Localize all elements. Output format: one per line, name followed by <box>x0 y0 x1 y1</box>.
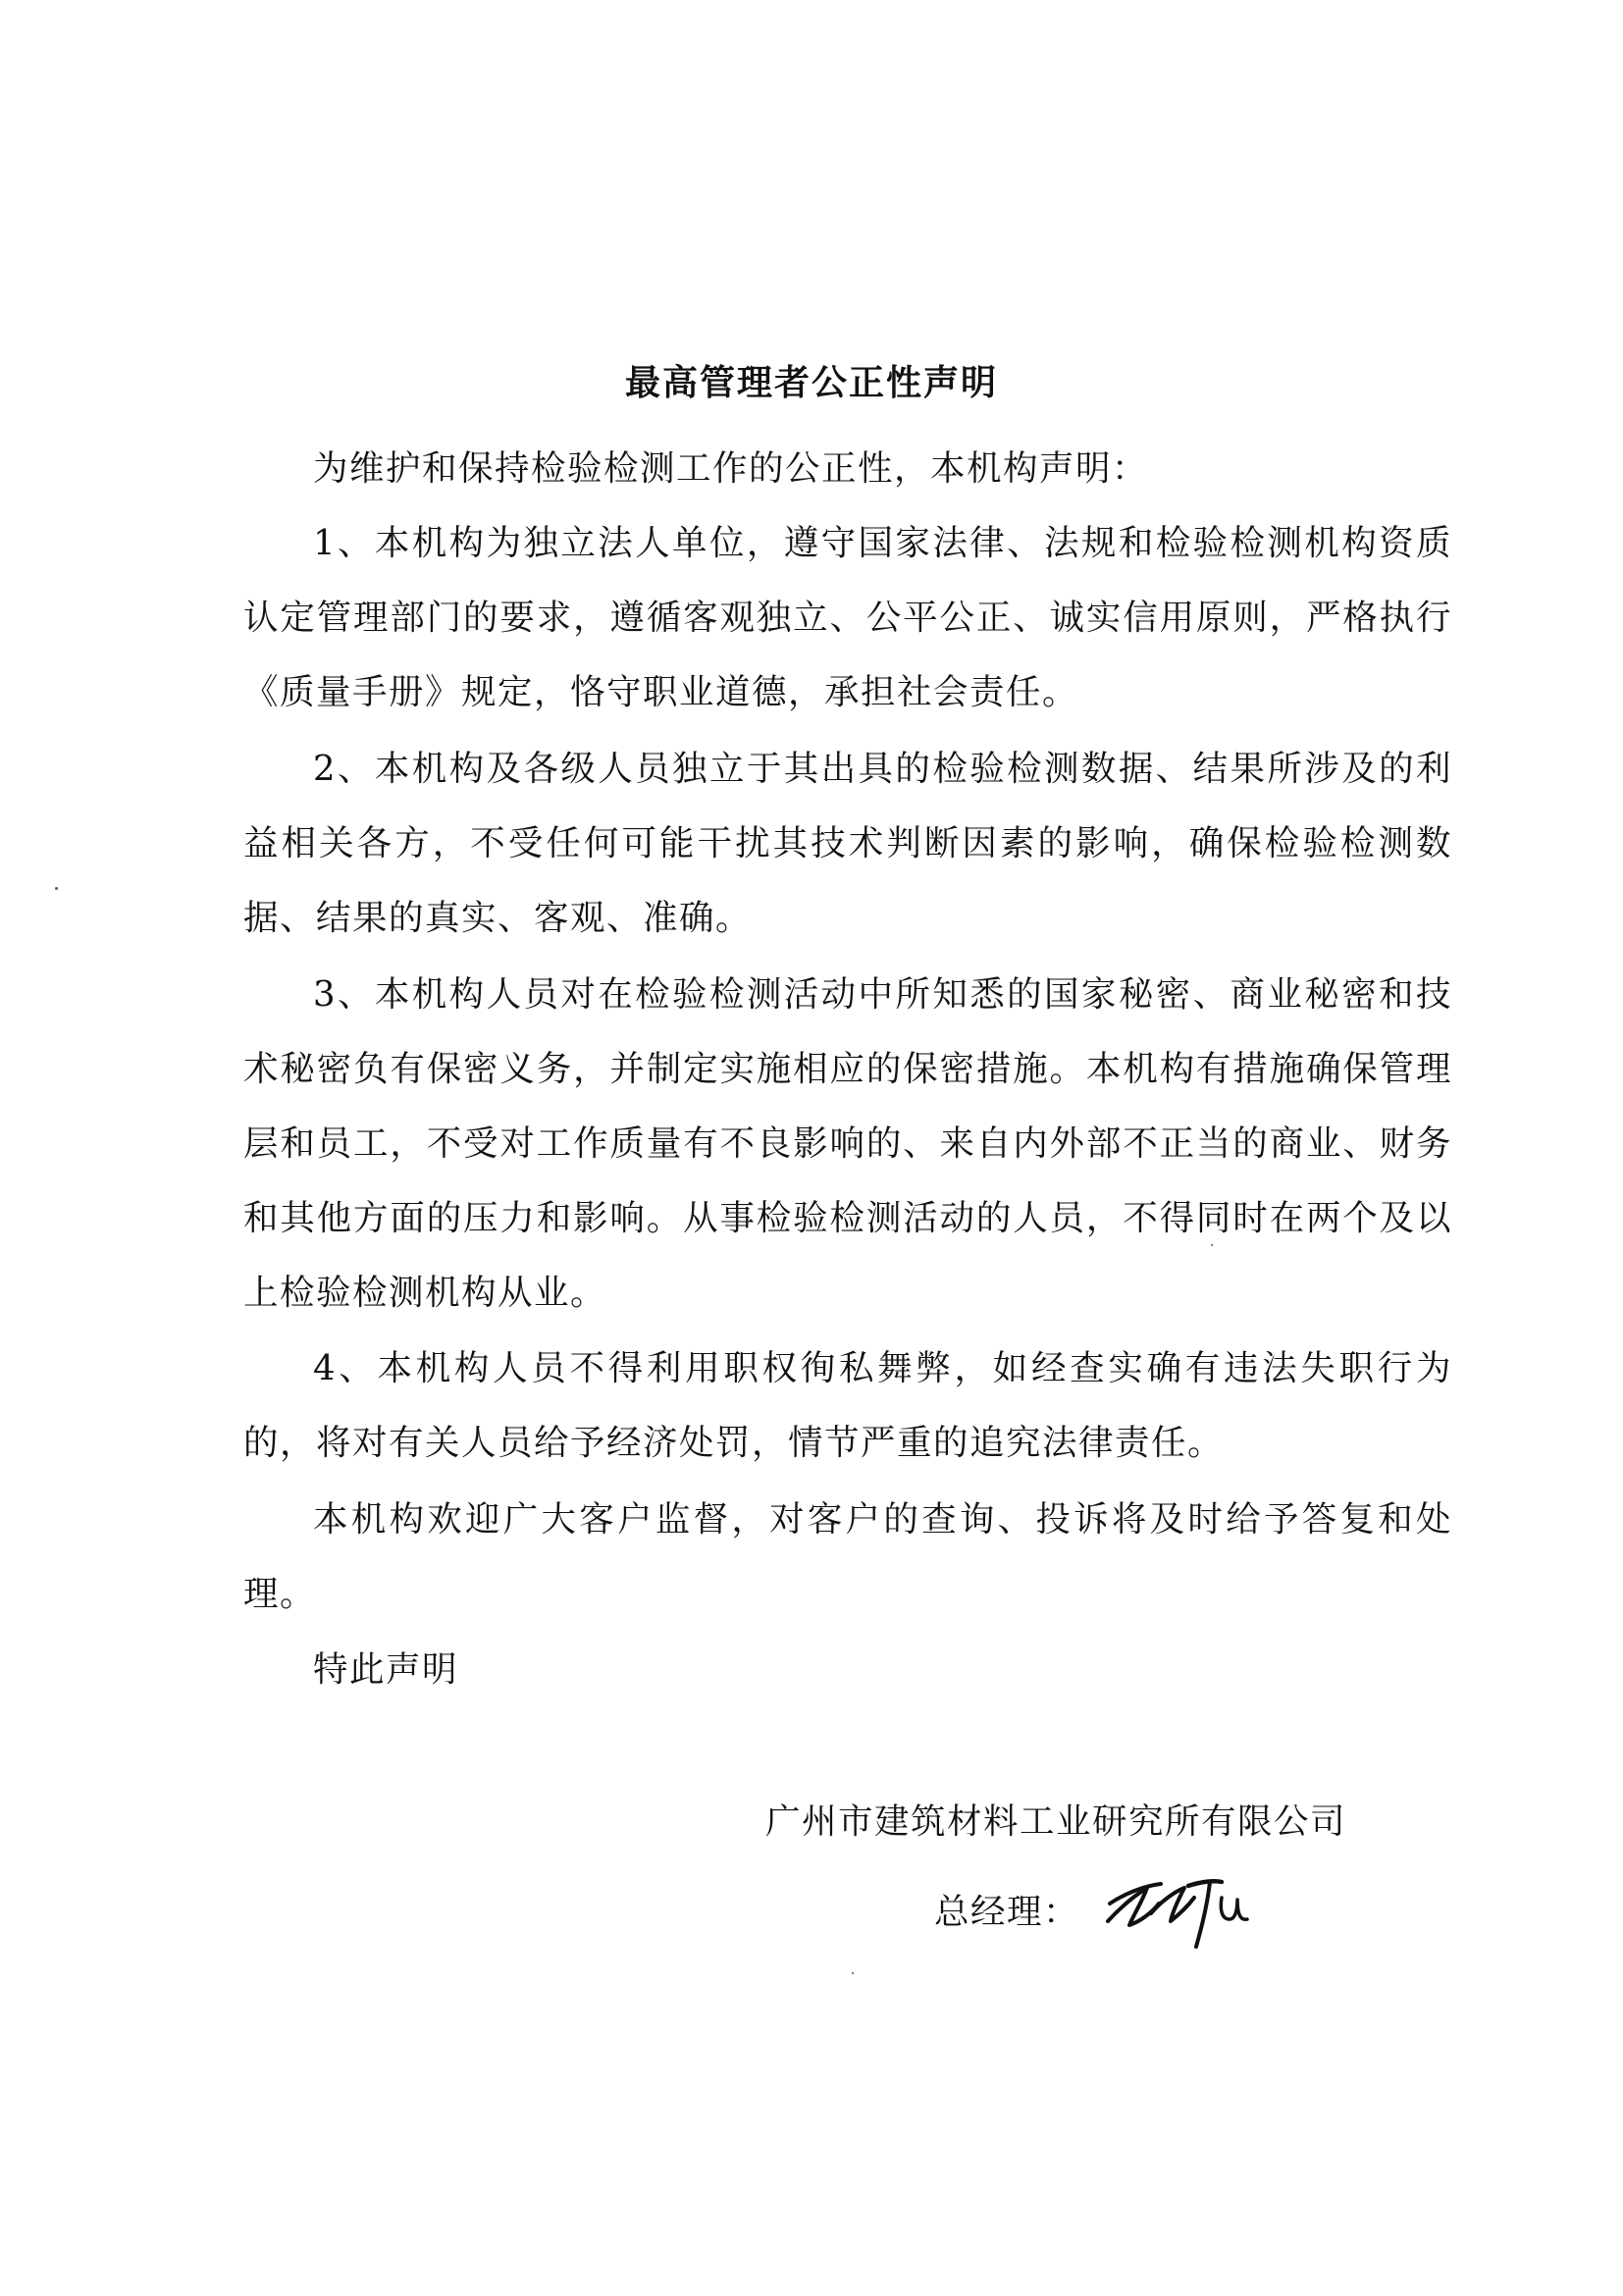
paragraph-clause-1: 1、本机构为独立法人单位，遵守国家法律、法规和检验检测机构资质认定管理部门的要求，遵循客观独立、公平公正、诚实信用原则，严格执行《质量手册》规定，恪守职业道德，承担社会责任。 <box>243 523 1452 712</box>
paragraph-clause-3: 3、本机构人员对在检验检测活动中所知悉的国家秘密、商业秘密和技术秘密负有保密义务，并制定实施相应的保密措施。本机构有措施确保管理层和员工，不受对工作质量有不良影响的、来自内外部不正当的商业、财务和其他方面的压力和影响。从事检验检测活动的人员，不得同时在两个及以上检验检测机构从业。 <box>243 974 1452 1313</box>
paragraph-welcome: 本机构欢迎广大客户监督，对客户的查询、投诉将及时给予答复和处理。 <box>243 1499 1452 1614</box>
scan-speck <box>55 887 58 890</box>
general-manager-label: 总经理： <box>934 1891 1080 1932</box>
paragraph-closing: 特此声明 <box>313 1649 459 1690</box>
paragraph-clause-2: 2、本机构及各级人员独立于其出具的检验检测数据、结果所涉及的利益相关各方，不受任何可能干扰其技术判断因素的影响，确保检验检测数据、结果的真实、客观、准确。 <box>243 749 1452 938</box>
handwritten-signature <box>1090 1864 1277 1953</box>
paragraph-clause-4: 4、本机构人员不得利用职权徇私舞弊，如经查实确有违法失职行为的，将对有关人员给予经济处罚，情节严重的追究法律责任。 <box>243 1348 1452 1463</box>
scan-speck <box>1211 1244 1213 1246</box>
company-name: 广州市建筑材料工业研究所有限公司 <box>765 1801 1347 1842</box>
scan-speck <box>852 1972 854 1974</box>
document-title: 最高管理者公正性声明 <box>624 363 998 403</box>
general-manager-line <box>934 1864 1277 1953</box>
paragraph-intro: 为维护和保持检验检测工作的公正性，本机构声明： <box>313 448 1149 489</box>
